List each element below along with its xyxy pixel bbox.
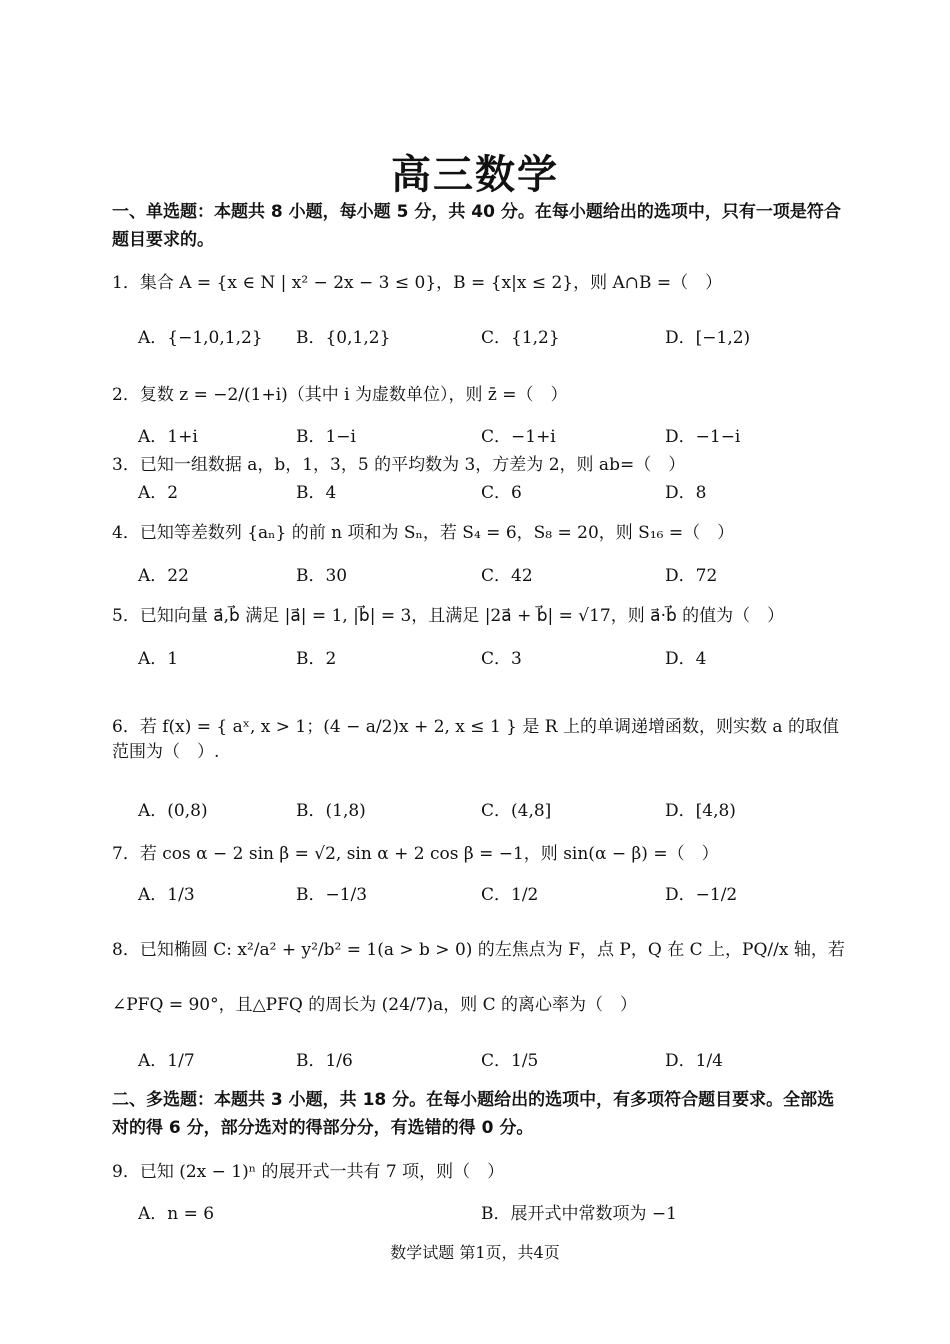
q1-option-c: C．{1,2} (481, 328, 560, 348)
q2-option-b: B．1−i (296, 427, 356, 447)
q8-option-b: B．1/6 (296, 1051, 353, 1071)
question-8-stem: 8．已知椭圆 C: x²/a² + y²/b² = 1(a > b > 0) 的左焦点为 F，点 P，Q 在 C 上，PQ//x 轴，若 (112, 940, 845, 960)
q6-option-b: B．(1,8) (296, 801, 366, 821)
question-6-options (138, 796, 838, 820)
q7-option-d: D．−1/2 (665, 885, 738, 905)
q8-option-a: A．1/7 (138, 1051, 195, 1071)
question-9-stem: 9．已知 (2x − 1)ⁿ 的展开式一共有 7 项，则（ ） (112, 1162, 505, 1182)
section-heading-multiple-choice: 二、多选题：本题共 3 小题，共 18 分。在每小题给出的选项中，有多项符合题目要求。全部选对的得 6 分，部分选对的得部分分，有选错的得 0 分。 (112, 1090, 835, 1138)
question-3-stem: 3．已知一组数据 a，b，1，3，5 的平均数为 3，方差为 2，则 ab=（ ） (112, 455, 686, 475)
question-5-stem: 5．已知向量 a⃗,b⃗ 满足 |a⃗| = 1, |b⃗| = 3，且满足 |2a⃗ + b⃗| = √17，则 a⃗·b⃗ 的值为（ ） (112, 606, 785, 626)
question-4-options (138, 561, 838, 585)
q3-option-b: B．4 (296, 483, 337, 503)
q9-option-a: A．n = 6 (138, 1204, 215, 1224)
q3-option-a: A．2 (138, 483, 179, 503)
question-5-options (138, 644, 838, 668)
q4-option-b: B．30 (296, 566, 348, 586)
q5-option-d: D．4 (665, 649, 707, 669)
q2-option-a: A．1+i (138, 427, 198, 447)
q8-option-d: D．1/4 (665, 1051, 723, 1071)
q5-option-b: B．2 (296, 649, 337, 669)
q4-option-c: C．42 (481, 566, 533, 586)
q5-option-a: A．1 (138, 649, 179, 669)
q7-option-c: C．1/2 (481, 885, 539, 905)
question-8-options (138, 1046, 838, 1070)
q4-option-a: A．22 (138, 566, 189, 586)
q7-option-b: B．−1/3 (296, 885, 368, 905)
question-6-stem: 6．若 f(x) = { aˣ, x > 1；(4 − a/2)x + 2, x ≤ 1 } 是 R 上的单调递增函数，则实数 a 的取值范围为（ ）. (112, 717, 839, 762)
question-7-options (138, 880, 838, 904)
q6-option-d: D．[4,8) (665, 801, 736, 821)
q3-option-c: C．6 (481, 483, 522, 503)
question-4-stem: 4．已知等差数列 {aₙ} 的前 n 项和为 Sₙ，若 S₄ = 6，S₈ = 20，则 S₁₆ =（ ） (112, 523, 735, 543)
q6-option-a: A．(0,8) (138, 801, 208, 821)
question-2-stem: 2．复数 z = −2/(1+i)（其中 i 为虚数单位），则 z̄ =（ ） (112, 385, 568, 405)
question-1-stem: 1．集合 A = {x ∈ N | x² − 2x − 3 ≤ 0}，B = {x|x ≤ 2}，则 A∩B =（ ） (112, 273, 723, 293)
section-heading-single-choice: 一、单选题：本题共 8 小题，每小题 5 分，共 40 分。在每小题给出的选项中，只有一项是符合题目要求的。 (112, 202, 841, 250)
question-9-options (138, 1199, 838, 1223)
question-1-options (138, 323, 838, 347)
page-footer: 数学试题 第1页，共4页 (390, 1243, 560, 1262)
q3-option-d: D．8 (665, 483, 707, 503)
q8-option-c: C．1/5 (481, 1051, 539, 1071)
page-title: 高三数学 (391, 152, 559, 198)
q2-option-c: C．−1+i (481, 427, 556, 447)
question-3-options (138, 478, 838, 502)
q1-option-d: D．[−1,2) (665, 328, 751, 348)
q1-option-b: B．{0,1,2} (296, 328, 391, 348)
q9-option-b: B．展开式中常数项为 −1 (481, 1204, 677, 1224)
q4-option-d: D．72 (665, 566, 718, 586)
q1-option-a: A．{−1,0,1,2} (138, 328, 263, 348)
q7-option-a: A．1/3 (138, 885, 195, 905)
q2-option-d: D．−1−i (665, 427, 741, 447)
question-8-stem-continued: ∠PFQ = 90°，且△PFQ 的周长为 (24/7)a，则 C 的离心率为（ ） (112, 995, 638, 1015)
q6-option-c: C．(4,8] (481, 801, 552, 821)
question-2-options (138, 422, 838, 446)
question-7-stem: 7．若 cos α − 2 sin β = √2, sin α + 2 cos β = −1，则 sin(α − β) =（ ） (112, 844, 719, 864)
q5-option-c: C．3 (481, 649, 522, 669)
